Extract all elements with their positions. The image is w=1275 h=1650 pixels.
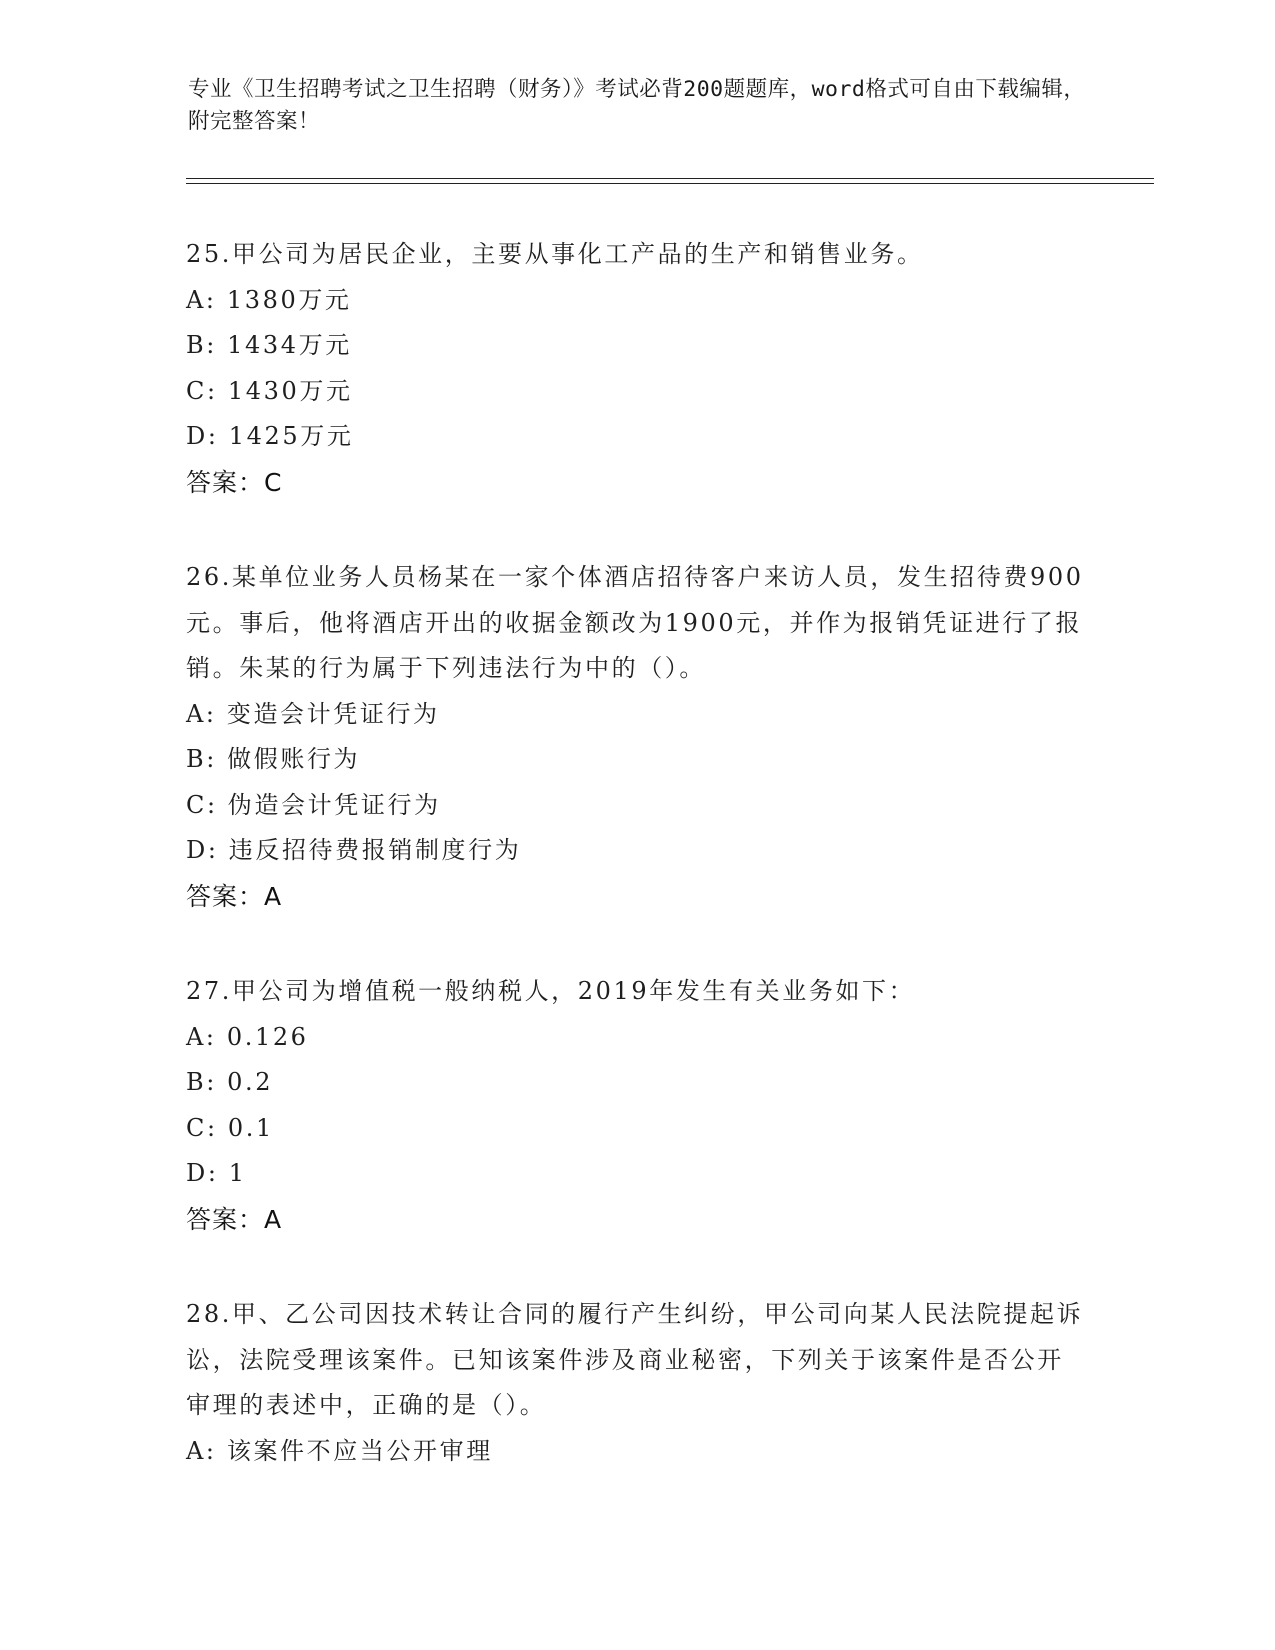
- question-stem: 28.甲、乙公司因技术转让合同的履行产生纠纷，甲公司向某人民法院提起诉讼，法院受理该案件。已知该案件涉及商业秘密，下列关于该案件是否公开审理的表述中，正确的是（）。: [186, 1300, 1084, 1419]
- question-list: [186, 232, 1086, 1474]
- option-c: C: 伪造会计凭证行为: [186, 790, 441, 819]
- header-divider-top: [186, 178, 1154, 179]
- option-a: A: 变造会计凭证行为: [186, 699, 440, 728]
- option-a: A: 0.126: [186, 1022, 309, 1051]
- document-header: 专业《卫生招聘考试之卫生招聘（财务）》考试必背200题题库，word格式可自由下载编辑，附完整答案！: [188, 77, 1086, 134]
- option-a: A: 该案件不应当公开审理: [186, 1436, 493, 1465]
- question-stem: 26.某单位业务人员杨某在一家个体酒店招待客户来访人员，发生招待费900元。事后，他将酒店开出的收据金额改为1900元，并作为报销凭证进行了报销。朱某的行为属于下列违法行为中的（）。: [186, 563, 1084, 682]
- question-stem: 27.甲公司为增值税一般纳税人，2019年发生有关业务如下：: [186, 977, 916, 1005]
- answer-line: 答案：A: [186, 1204, 283, 1234]
- question-item: [186, 969, 1086, 1242]
- option-c: C: 0.1: [186, 1113, 274, 1142]
- option-d: D: 违反招待费报销制度行为: [186, 836, 522, 864]
- option-d: D: 1425万元: [186, 422, 354, 450]
- question-item: [186, 232, 1086, 505]
- header-divider-bottom: [186, 183, 1154, 184]
- question-stem: 25.甲公司为居民企业，主要从事化工产品的生产和销售业务。: [186, 240, 924, 268]
- option-c: C: 1430万元: [186, 376, 353, 405]
- option-b: B: 做假账行为: [186, 745, 361, 773]
- option-b: B: 1434万元: [186, 331, 352, 359]
- option-d: D: 1: [186, 1159, 247, 1187]
- answer-line: 答案：C: [186, 467, 283, 497]
- option-b: B: 0.2: [186, 1068, 274, 1096]
- answer-line: 答案：A: [186, 881, 283, 911]
- option-a: A: 1380万元: [186, 285, 352, 314]
- question-item: [186, 555, 1086, 919]
- question-item: [186, 1292, 1086, 1474]
